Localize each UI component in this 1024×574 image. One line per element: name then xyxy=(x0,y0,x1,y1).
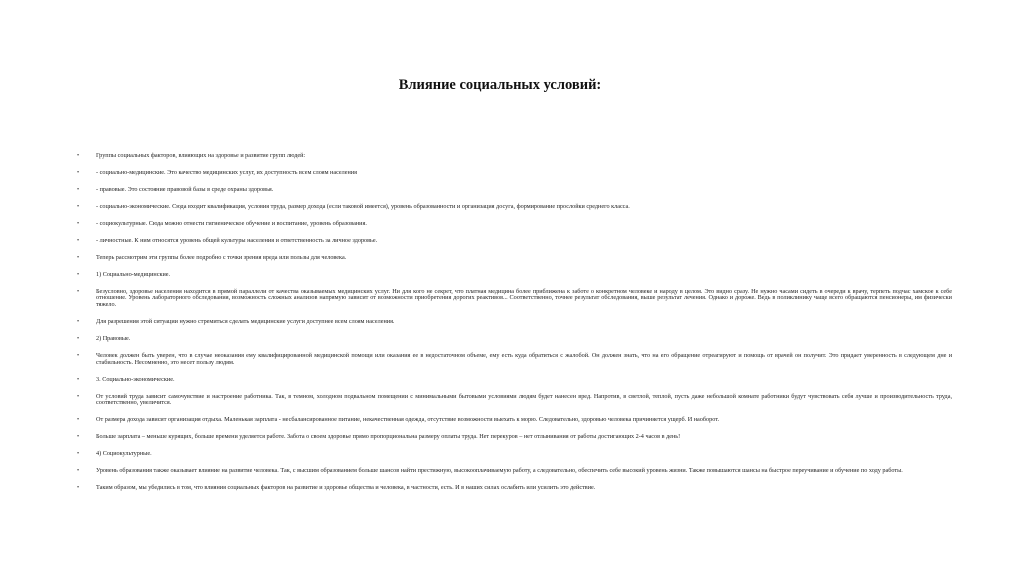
bullet-item xyxy=(74,417,952,424)
bullet-text: Группы социальных факторов, влияющих на здоровье и развитие групп людей: xyxy=(96,152,306,159)
bullet-dot-icon: • xyxy=(77,451,80,458)
bullet-dot-icon: • xyxy=(77,376,80,383)
bullet-dot-icon: • xyxy=(77,485,80,492)
bullet-dot-icon: • xyxy=(77,203,80,210)
bullet-dot-icon: • xyxy=(77,169,80,176)
bullet-item xyxy=(74,319,952,326)
bullet-item xyxy=(74,204,952,211)
bullet-text: 4) Социокультурные. xyxy=(96,450,152,458)
slide-title: Влияние социальных условий: xyxy=(398,77,602,93)
bullet-text: - правовые. Это состояние правовой базы в среде охраны здоровья. xyxy=(96,185,274,193)
bullet-text: От размера дохода зависит организация отдыха. Маленькая зарплата - несбалансированное питание, некачественная одежда, отсутствие возможности выехать к морю. Следовательно, здоровью человека причиняется ущерб. И наоборот. xyxy=(96,416,719,424)
bullet-item xyxy=(74,153,952,160)
bullet-dot-icon: • xyxy=(77,288,80,295)
bullet-dot-icon: • xyxy=(77,186,80,193)
bullet-item xyxy=(74,221,952,228)
bullet-item xyxy=(74,170,952,177)
bullet-item xyxy=(74,377,952,384)
bullet-text: 1) Социально-медицинские. xyxy=(96,270,171,278)
bullet-dot-icon: • xyxy=(77,153,80,159)
bullet-item xyxy=(74,272,952,279)
bullet-item xyxy=(74,238,952,245)
bullet-text: Больше зарплата – меньше курящих, больше времени уделяется работе. Забота о своем здоровье прямо пропорциональна размеру оплаты труда. Нет перекуров – нет отлынивания от работы достигающих 2-4 часов в день! xyxy=(96,433,681,441)
bullet-dot-icon: • xyxy=(77,220,80,227)
bullet-dot-icon: • xyxy=(77,417,80,424)
bullet-dot-icon: • xyxy=(77,237,80,244)
bullet-text: Безусловно, здоровье населения находится в прямой параллели от качества оказываемых медицинских услуг. Ни для кого не секрет, что платная медицина более приближена к заботе о конкретном человеке и народу в целом. Это видно сразу. Не нужно часами сидеть в очереди к врачу, терпеть подчас хамское к себе отношение. Уровень лабораторного обследования, возможность сложных анализов напрямую зависит от возможности приобретения дорогих реактивов... Соответственно, точнее результат обследования, выше результат лечения. Однако и дороже. Ведь в поликлинику чаще всего обращаются пенсионеры, им физически тяжело. xyxy=(96,287,952,309)
bullet-item xyxy=(74,451,952,458)
bullet-dot-icon: • xyxy=(77,271,80,278)
bullet-text: Таким образом, мы убедились в том, что влияния социальных факторов на развитие и здоровье общества и человека, в частности, есть. И в наших силах ослабить или усилить это действие. xyxy=(96,484,596,492)
bullet-item xyxy=(74,289,952,309)
bullet-text: Уровень образования также оказывает влияние на развитие человека. Так, с высшим образованием больше шансов найти престижную, высокооплачиваемую работу, а следовательно, обеспечить себе высокий уровень жизни. Также повышаются шансы на быстрое переучивание и обучение по ходу работы. xyxy=(96,467,903,475)
bullet-item xyxy=(74,353,952,366)
bullet-dot-icon: • xyxy=(77,434,80,441)
bullet-item xyxy=(74,485,952,492)
bullet-text: - личностные. К ним относятся уровень общей культуры населения и ответственность за личное здоровье. xyxy=(96,236,378,244)
bullet-text: От условий труда зависит самочувствие и настроение работника. Так, в темном, холодном подвальном помещении с минимальными бытовыми условиями людям будет нанесен вред. Напротив, в светлой, теплой, пусть даже небольшой комнате работники будут чувствовать себя лучше и производительность труда, соответственно, увеличится. xyxy=(96,392,952,407)
bullet-text: - социокультурные. Сюда можно отнести гигиеническое обучение и воспитание, уровень образования. xyxy=(96,219,367,227)
bullet-item xyxy=(74,336,952,343)
bullet-text: - социально-медицинские. Это качество медицинских услуг, их доступность всем слоям населения xyxy=(96,168,357,176)
bullet-dot-icon: • xyxy=(77,336,80,343)
bullet-item xyxy=(74,255,952,262)
bullet-text: Человек должен быть уверен, что в случае неоказания ему квалифицированной медицинской помощи или оказания ее в недостаточном объеме, ему есть куда обратиться с жалобой. Он должен знать, что на его обращение отреагируют и помощь от врачей он получит. Это придает уверенность в следующем дне и стабильность. Несомненно, это несет пользу людям. xyxy=(96,352,952,366)
bullet-item xyxy=(74,468,952,475)
bullet-text: 3. Социально-экономические. xyxy=(96,375,175,383)
bullet-list xyxy=(74,153,952,492)
bullet-dot-icon: • xyxy=(77,468,80,475)
bullet-text: Для разрешения этой ситуации нужно стремиться сделать медицинские услуги доступнее всем слоям населения. xyxy=(96,318,395,326)
bullet-dot-icon: • xyxy=(77,254,80,261)
bullet-text: 2) Правовые. xyxy=(96,335,131,343)
bullet-item xyxy=(74,434,952,441)
bullet-item xyxy=(74,394,952,407)
bullet-text: Теперь рассмотрим эти группы более подробно с точки зрения вреда или пользы для человека. xyxy=(96,253,347,261)
bullet-dot-icon: • xyxy=(77,353,80,360)
bullet-dot-icon: • xyxy=(77,319,80,326)
bullet-dot-icon: • xyxy=(77,393,80,400)
bullet-item xyxy=(74,187,952,194)
bullet-text: - социально-экономические. Сюда входит квалификация, условия труда, размер дохода (если таковой имеется), уровень образованности и организация досуга, формирование прослойки среднего класса. xyxy=(96,202,630,210)
